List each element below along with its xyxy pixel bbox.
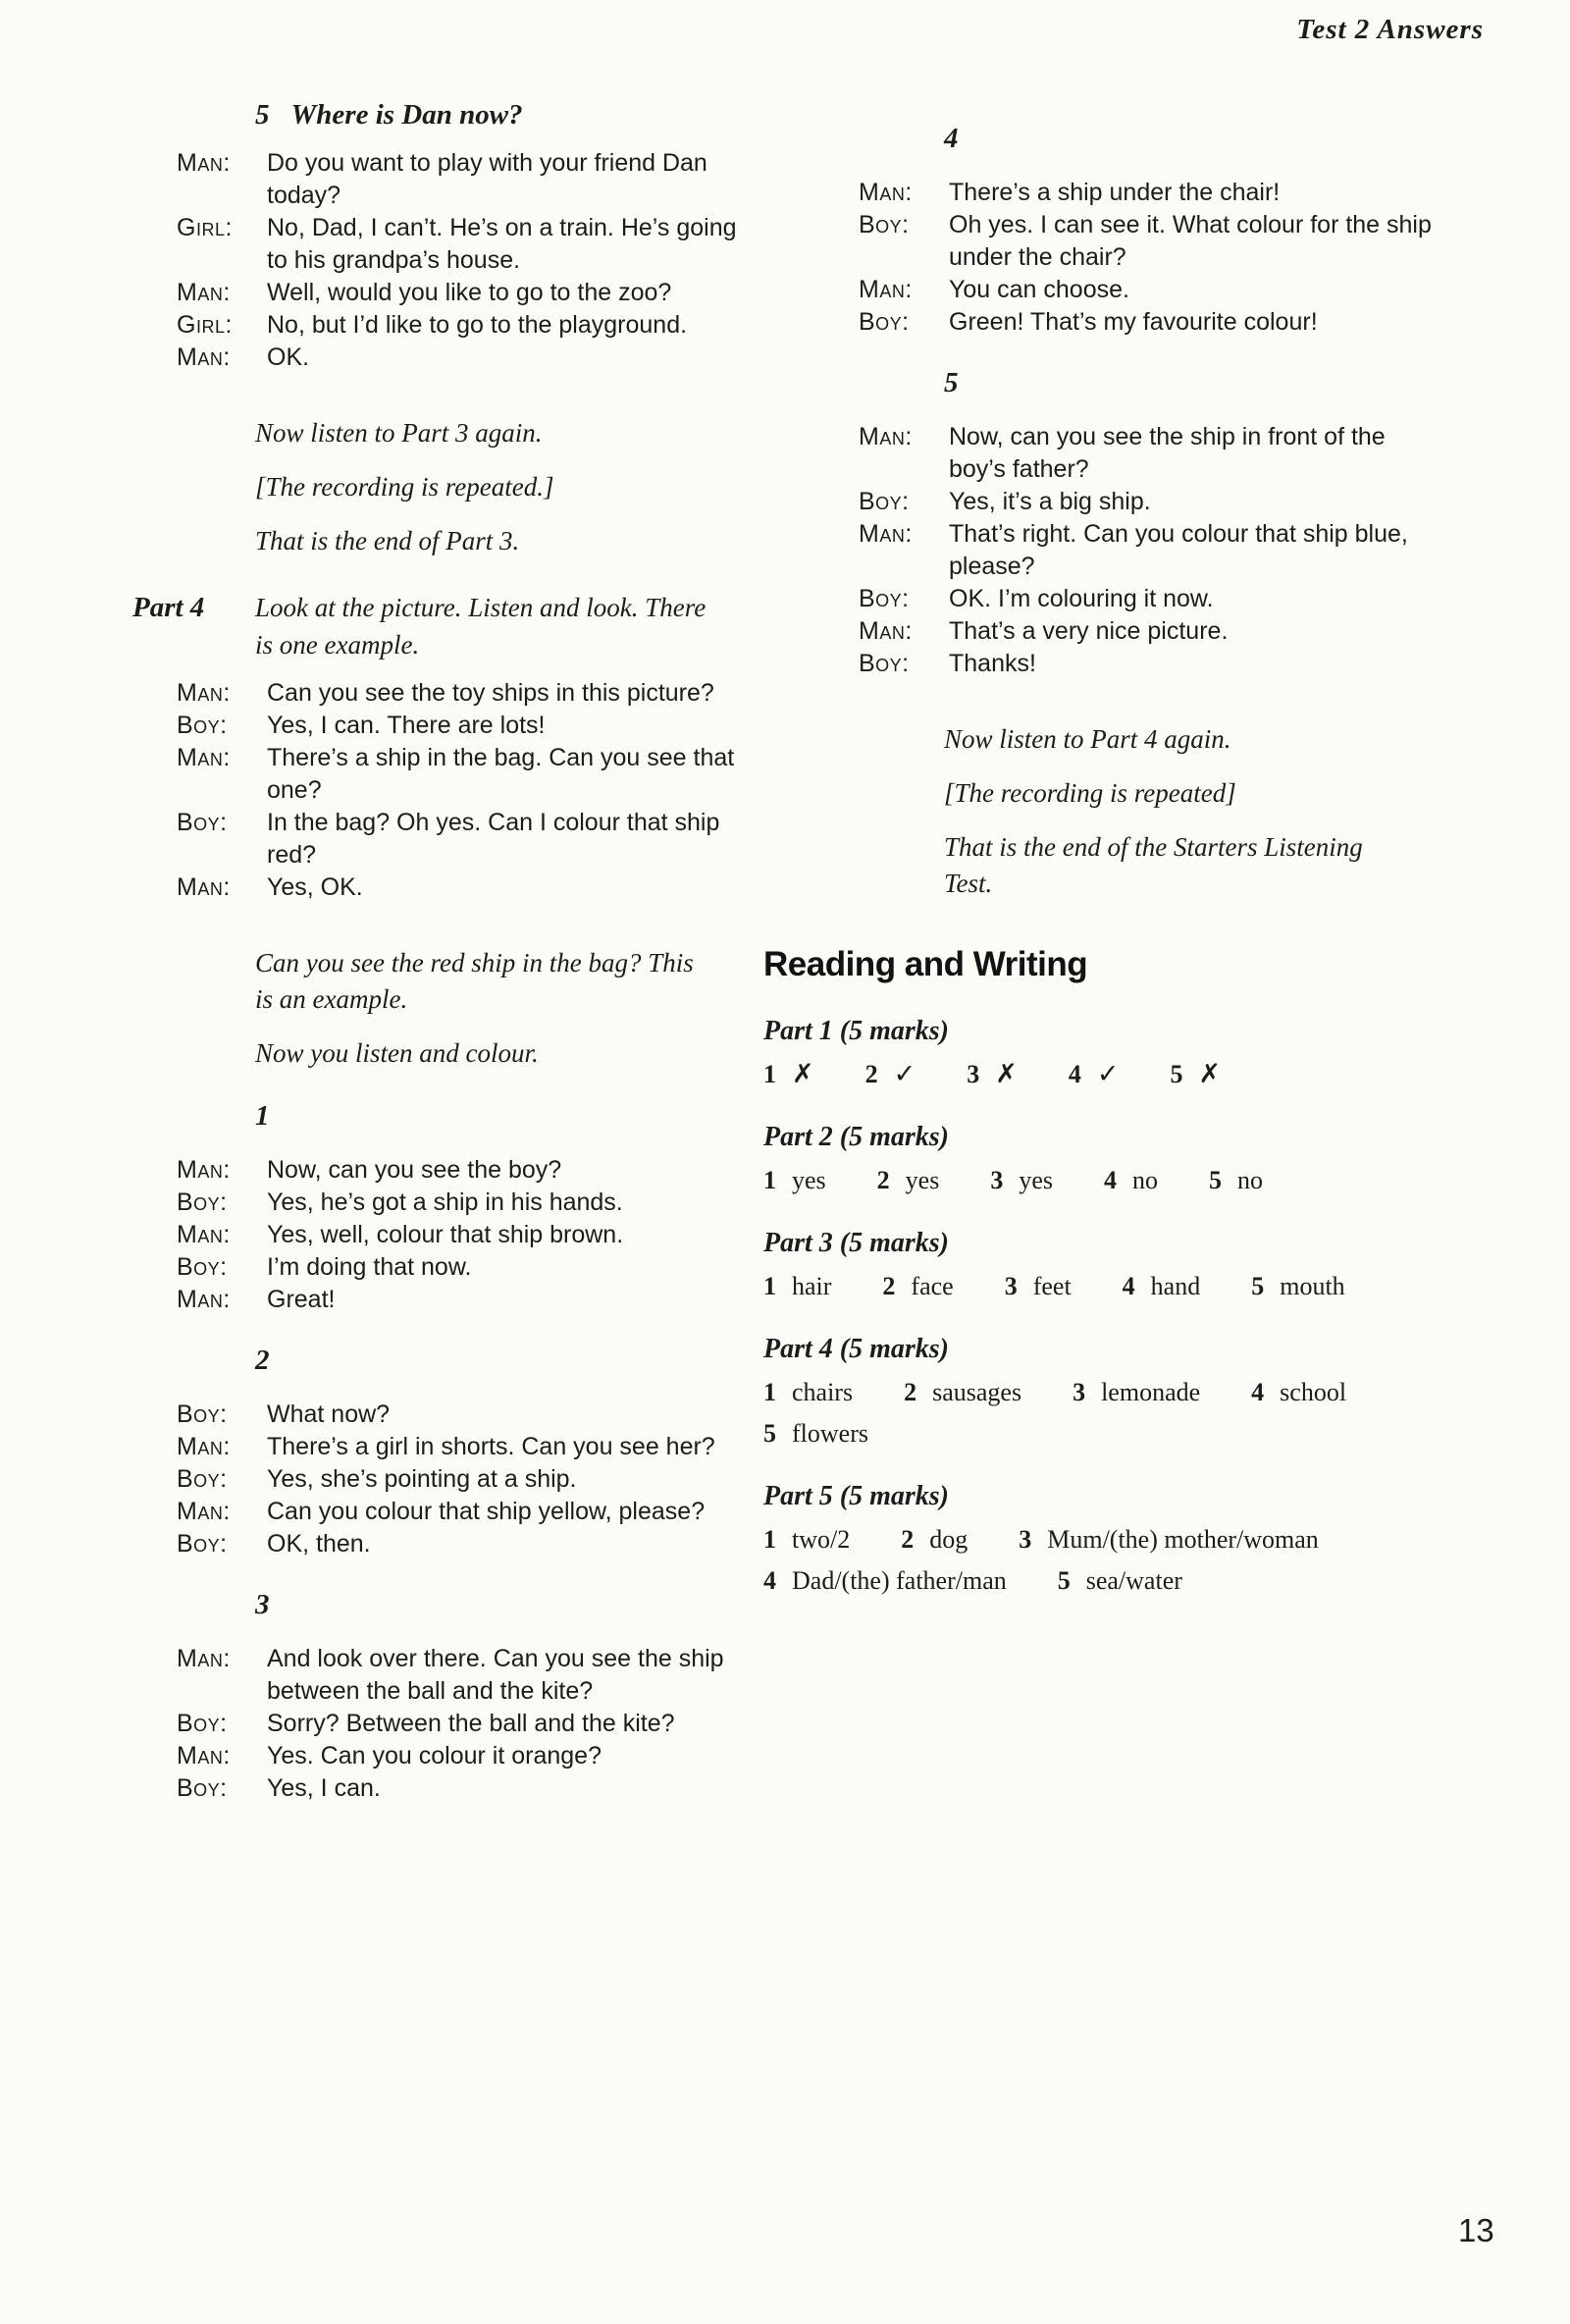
utterance-text: No, but I’d like to go to the playground. bbox=[267, 311, 688, 339]
answer-number: 5 bbox=[763, 1419, 776, 1448]
utterance-text: Thanks! bbox=[949, 650, 1036, 677]
speaker-label: Girl: bbox=[177, 214, 233, 241]
answer-value: ✓ bbox=[1096, 1059, 1120, 1089]
dialogue-block bbox=[177, 677, 780, 904]
dialogue-line bbox=[177, 342, 780, 374]
answer-item bbox=[763, 1375, 853, 1410]
answer-item bbox=[990, 1163, 1053, 1198]
dialogue-line bbox=[177, 1284, 780, 1316]
answer-number: 1 bbox=[763, 1378, 776, 1406]
answer-value: hair bbox=[792, 1272, 832, 1300]
dialogue-block bbox=[177, 1643, 780, 1805]
answer-value: sausages bbox=[932, 1378, 1022, 1406]
answer-item bbox=[1251, 1269, 1344, 1304]
speaker-label: Man: bbox=[177, 1498, 231, 1525]
dialogue-line bbox=[177, 1708, 780, 1740]
answer-number: 3 bbox=[1019, 1525, 1032, 1554]
dialogue-line bbox=[177, 1643, 780, 1708]
answer-number: 5 bbox=[1251, 1272, 1265, 1300]
answer-item bbox=[1005, 1269, 1072, 1304]
dialogue-line bbox=[177, 1187, 780, 1219]
dialogue-block bbox=[859, 177, 1470, 339]
dialogue-line bbox=[859, 177, 1470, 209]
dialogue-line bbox=[177, 309, 780, 342]
utterance-text: You can choose. bbox=[949, 276, 1129, 303]
answer-number: 2 bbox=[901, 1525, 915, 1554]
speaker-label: Boy: bbox=[859, 488, 910, 515]
utterance-text: Now, can you see the boy? bbox=[267, 1156, 562, 1184]
answer-value: no bbox=[1237, 1166, 1264, 1194]
answer-item bbox=[1069, 1057, 1120, 1092]
answer-number: 1 bbox=[763, 1272, 776, 1300]
answer-item bbox=[1171, 1057, 1222, 1092]
dialogue-line bbox=[177, 147, 780, 212]
utterance-text: There’s a ship in the bag. Can you see that one? bbox=[267, 744, 735, 804]
dialogue-line bbox=[177, 277, 780, 309]
answer-number: 1 bbox=[763, 1525, 776, 1554]
answer-value: ✗ bbox=[1198, 1059, 1222, 1089]
answer-item bbox=[865, 1057, 916, 1092]
dialogue-line bbox=[177, 1463, 780, 1496]
speaker-label: Boy: bbox=[177, 1188, 228, 1216]
answer-number: 4 bbox=[1122, 1272, 1135, 1300]
dialogue-line bbox=[859, 648, 1470, 680]
answer-number: 3 bbox=[967, 1060, 980, 1088]
speaker-label: Man: bbox=[859, 617, 913, 645]
answer-item bbox=[763, 1416, 868, 1452]
dialogue-line bbox=[859, 486, 1470, 518]
dialogue-line bbox=[177, 1772, 780, 1805]
dialogue-line bbox=[859, 209, 1470, 274]
answer-number: 4 bbox=[1068, 1060, 1081, 1088]
dialogue-line bbox=[177, 1154, 780, 1187]
speaker-label: Boy: bbox=[859, 585, 910, 612]
utterance-text: I’m doing that now. bbox=[267, 1253, 472, 1281]
dialogue-line bbox=[177, 742, 780, 807]
answer-item bbox=[904, 1375, 1021, 1410]
stage-direction: Now you listen and colour. bbox=[255, 1038, 539, 1068]
question-number: 5 bbox=[255, 99, 270, 131]
utterance-text: Yes. Can you colour it orange? bbox=[267, 1742, 602, 1769]
answer-number: 1 bbox=[763, 1166, 776, 1194]
answer-row bbox=[763, 1269, 1470, 1304]
answer-value: ✓ bbox=[893, 1059, 916, 1089]
answer-number: 4 bbox=[763, 1566, 776, 1595]
speaker-label: Boy: bbox=[859, 650, 910, 677]
answer-number: 2 bbox=[904, 1378, 917, 1406]
part-instructions: Look at the picture. Listen and look. There is one example. bbox=[255, 593, 706, 660]
answer-number: 4 bbox=[1251, 1378, 1265, 1406]
answer-number: 4 bbox=[1104, 1166, 1118, 1194]
answer-number: 3 bbox=[1073, 1378, 1086, 1406]
answer-item bbox=[1209, 1163, 1263, 1198]
dialogue-line bbox=[859, 421, 1470, 486]
dialogue-line bbox=[177, 1219, 780, 1251]
speaker-label: Boy: bbox=[177, 809, 228, 836]
utterance-text: There’s a ship under the chair! bbox=[949, 179, 1281, 206]
dialogue-line bbox=[177, 1431, 780, 1463]
dialogue-block bbox=[177, 1154, 780, 1316]
stage-direction: [The recording is repeated] bbox=[944, 778, 1236, 808]
answer-item bbox=[901, 1522, 968, 1558]
answer-number: 5 bbox=[1209, 1166, 1223, 1194]
answer-row bbox=[763, 1163, 1470, 1198]
utterance-text: Now, can you see the ship in front of the boy’s father? bbox=[949, 423, 1386, 483]
stage-direction: Now listen to Part 4 again. bbox=[944, 724, 1231, 754]
answer-value: two/2 bbox=[792, 1525, 851, 1554]
dialogue-block bbox=[859, 421, 1470, 680]
speaker-label: Boy: bbox=[177, 1774, 228, 1802]
stage-direction: Can you see the red ship in the bag? This is an example. bbox=[255, 948, 694, 1014]
answer-item bbox=[1104, 1163, 1158, 1198]
item-number: 2 bbox=[255, 1345, 270, 1376]
answer-item bbox=[1251, 1375, 1346, 1410]
stage-direction: Now listen to Part 3 again. bbox=[255, 418, 543, 448]
utterance-text: Yes, I can. There are lots! bbox=[267, 712, 546, 739]
answer-item bbox=[1123, 1269, 1201, 1304]
utterance-text: And look over there. Can you see the ship between the ball and the kite? bbox=[267, 1645, 724, 1705]
answer-value: face bbox=[911, 1272, 954, 1300]
item-number: 1 bbox=[255, 1100, 270, 1132]
dialogue-line bbox=[177, 212, 780, 277]
dialogue-line bbox=[859, 615, 1470, 648]
dialogue-line bbox=[859, 306, 1470, 339]
page-number: 13 bbox=[1458, 2212, 1494, 2248]
item-number: 3 bbox=[255, 1589, 270, 1620]
dialogue-block bbox=[177, 1399, 780, 1560]
answer-row bbox=[763, 1057, 1470, 1092]
utterance-text: OK, then. bbox=[267, 1530, 371, 1558]
answer-value: ✗ bbox=[995, 1059, 1018, 1089]
answers-block bbox=[763, 1163, 1470, 1198]
answer-value: Mum/(the) mother/woman bbox=[1047, 1525, 1319, 1554]
page-header-title: Test 2 Answers bbox=[1296, 14, 1484, 45]
answer-item bbox=[1073, 1375, 1200, 1410]
speaker-label: Man: bbox=[177, 343, 231, 371]
answer-value: feet bbox=[1032, 1272, 1072, 1300]
dialogue-line bbox=[859, 583, 1470, 615]
speaker-label: Man: bbox=[177, 1286, 231, 1313]
utterance-text: Can you see the toy ships in this picture? bbox=[267, 679, 714, 707]
speaker-label: Boy: bbox=[177, 1710, 228, 1737]
answer-number: 5 bbox=[1170, 1060, 1183, 1088]
speaker-label: Man: bbox=[177, 1645, 231, 1672]
part-marks-header: Part 2 (5 marks) bbox=[763, 1122, 949, 1152]
utterance-text: Sorry? Between the ball and the kite? bbox=[267, 1710, 675, 1737]
speaker-label: Man: bbox=[859, 520, 913, 548]
answer-value: hand bbox=[1150, 1272, 1201, 1300]
answer-number: 1 bbox=[763, 1060, 776, 1088]
answer-value: yes bbox=[792, 1166, 826, 1194]
stage-direction: [The recording is repeated.] bbox=[255, 472, 554, 502]
utterance-text: OK. bbox=[267, 343, 310, 371]
utterance-text: Do you want to play with your friend Dan today? bbox=[267, 149, 707, 209]
answer-value: yes bbox=[1019, 1166, 1054, 1194]
answer-number: 3 bbox=[1004, 1272, 1018, 1300]
speaker-label: Man: bbox=[177, 1156, 231, 1184]
utterance-text: There’s a girl in shorts. Can you see her? bbox=[267, 1433, 715, 1460]
answer-value: dog bbox=[929, 1525, 968, 1554]
answer-item bbox=[763, 1522, 850, 1558]
dialogue-block bbox=[177, 147, 780, 374]
speaker-label: Man: bbox=[177, 873, 231, 901]
answer-value: Dad/(the) father/man bbox=[792, 1566, 1007, 1595]
item-number: 4 bbox=[944, 123, 959, 154]
stage-direction: That is the end of the Starters Listening Test. bbox=[944, 832, 1363, 898]
dialogue-line bbox=[177, 677, 780, 710]
answer-row bbox=[763, 1416, 1470, 1452]
utterance-text: OK. I’m colouring it now. bbox=[949, 585, 1214, 612]
answer-value: school bbox=[1280, 1378, 1347, 1406]
speaker-label: Boy: bbox=[177, 1253, 228, 1281]
part-marks-header: Part 1 (5 marks) bbox=[763, 1016, 949, 1046]
answer-item bbox=[763, 1163, 826, 1198]
utterance-text: What now? bbox=[267, 1400, 391, 1428]
answers-block bbox=[763, 1375, 1470, 1452]
dialogue-line bbox=[177, 1528, 780, 1560]
answer-value: chairs bbox=[792, 1378, 854, 1406]
speaker-label: Man: bbox=[177, 279, 231, 306]
speaker-label: Boy: bbox=[177, 1400, 228, 1428]
answer-number: 5 bbox=[1057, 1566, 1071, 1595]
speaker-label: Man: bbox=[177, 149, 231, 177]
answer-item bbox=[882, 1269, 953, 1304]
item-number: 5 bbox=[944, 367, 959, 398]
stage-direction: That is the end of Part 3. bbox=[255, 526, 520, 555]
utterance-text: Yes, well, colour that ship brown. bbox=[267, 1221, 624, 1248]
speaker-label: Man: bbox=[859, 276, 913, 303]
answer-number: 2 bbox=[864, 1060, 878, 1088]
answer-item bbox=[967, 1057, 1018, 1092]
answer-value: flowers bbox=[792, 1419, 868, 1448]
utterance-text: Yes, she’s pointing at a ship. bbox=[267, 1465, 577, 1493]
utterance-text: Oh yes. I can see it. What colour for the ship under the chair? bbox=[949, 211, 1432, 271]
part-label: Part 4 bbox=[132, 592, 205, 623]
answer-item bbox=[1058, 1563, 1182, 1599]
dialogue-line bbox=[859, 274, 1470, 306]
dialogue-line bbox=[177, 872, 780, 904]
utterance-text: Yes, OK. bbox=[267, 873, 363, 901]
speaker-label: Man: bbox=[177, 744, 231, 771]
speaker-label: Boy: bbox=[177, 712, 228, 739]
answer-item bbox=[1019, 1522, 1319, 1558]
speaker-label: Man: bbox=[177, 1221, 231, 1248]
speaker-label: Girl: bbox=[177, 311, 233, 339]
answers-block bbox=[763, 1522, 1470, 1599]
speaker-label: Man: bbox=[177, 679, 231, 707]
answer-number: 2 bbox=[876, 1166, 890, 1194]
utterance-text: Can you colour that ship yellow, please? bbox=[267, 1498, 706, 1525]
left-column bbox=[132, 94, 780, 1805]
utterance-text: Well, would you like to go to the zoo? bbox=[267, 279, 672, 306]
section-heading: Reading and Writing bbox=[763, 945, 1088, 983]
utterance-text: Yes, it’s a big ship. bbox=[949, 488, 1151, 515]
dialogue-line bbox=[859, 518, 1470, 583]
answers-block bbox=[763, 1057, 1470, 1092]
dialogue-line bbox=[177, 1399, 780, 1431]
speaker-label: Man: bbox=[177, 1742, 231, 1769]
utterance-text: No, Dad, I can’t. He’s on a train. He’s going to his grandpa’s house. bbox=[267, 214, 737, 274]
speaker-label: Boy: bbox=[177, 1530, 228, 1558]
dialogue-line bbox=[177, 1740, 780, 1772]
utterance-text: Great! bbox=[267, 1286, 336, 1313]
speaker-label: Man: bbox=[859, 423, 913, 450]
part-marks-header: Part 5 (5 marks) bbox=[763, 1481, 949, 1511]
answer-row bbox=[763, 1522, 1470, 1558]
answer-value: sea/water bbox=[1085, 1566, 1182, 1595]
answer-item bbox=[763, 1269, 831, 1304]
question-heading bbox=[255, 96, 780, 133]
answer-value: ✗ bbox=[792, 1059, 814, 1089]
part-marks-header: Part 3 (5 marks) bbox=[763, 1228, 949, 1258]
question-text: Where is Dan now? bbox=[290, 99, 523, 131]
part-marks-header: Part 4 (5 marks) bbox=[763, 1334, 949, 1364]
answer-row bbox=[763, 1375, 1470, 1410]
dialogue-line bbox=[177, 1496, 780, 1528]
utterance-text: That’s a very nice picture. bbox=[949, 617, 1229, 645]
dialogue-line bbox=[177, 807, 780, 872]
utterance-text: In the bag? Oh yes. Can I colour that ship red? bbox=[267, 809, 720, 869]
answer-number: 2 bbox=[882, 1272, 896, 1300]
answers-block bbox=[763, 1269, 1470, 1304]
utterance-text: That’s right. Can you colour that ship blue, please? bbox=[949, 520, 1408, 580]
speaker-label: Boy: bbox=[859, 308, 910, 336]
utterance-text: Yes, he’s got a ship in his hands. bbox=[267, 1188, 623, 1216]
utterance-text: Green! That’s my favourite colour! bbox=[949, 308, 1318, 336]
answer-value: lemonade bbox=[1101, 1378, 1201, 1406]
answer-value: no bbox=[1132, 1166, 1159, 1194]
speaker-label: Boy: bbox=[177, 1465, 228, 1493]
dialogue-line bbox=[177, 1251, 780, 1284]
speaker-label: Man: bbox=[859, 179, 913, 206]
part-header bbox=[132, 589, 780, 663]
answer-item bbox=[763, 1563, 1007, 1599]
answer-number: 3 bbox=[990, 1166, 1004, 1194]
speaker-label: Man: bbox=[177, 1433, 231, 1460]
right-column bbox=[763, 94, 1470, 1599]
answer-item bbox=[763, 1057, 814, 1092]
utterance-text: Yes, I can. bbox=[267, 1774, 381, 1802]
answer-value: mouth bbox=[1280, 1272, 1345, 1300]
answer-item bbox=[877, 1163, 940, 1198]
answer-row bbox=[763, 1563, 1470, 1599]
dialogue-line bbox=[177, 710, 780, 742]
answer-value: yes bbox=[905, 1166, 940, 1194]
speaker-label: Boy: bbox=[859, 211, 910, 238]
